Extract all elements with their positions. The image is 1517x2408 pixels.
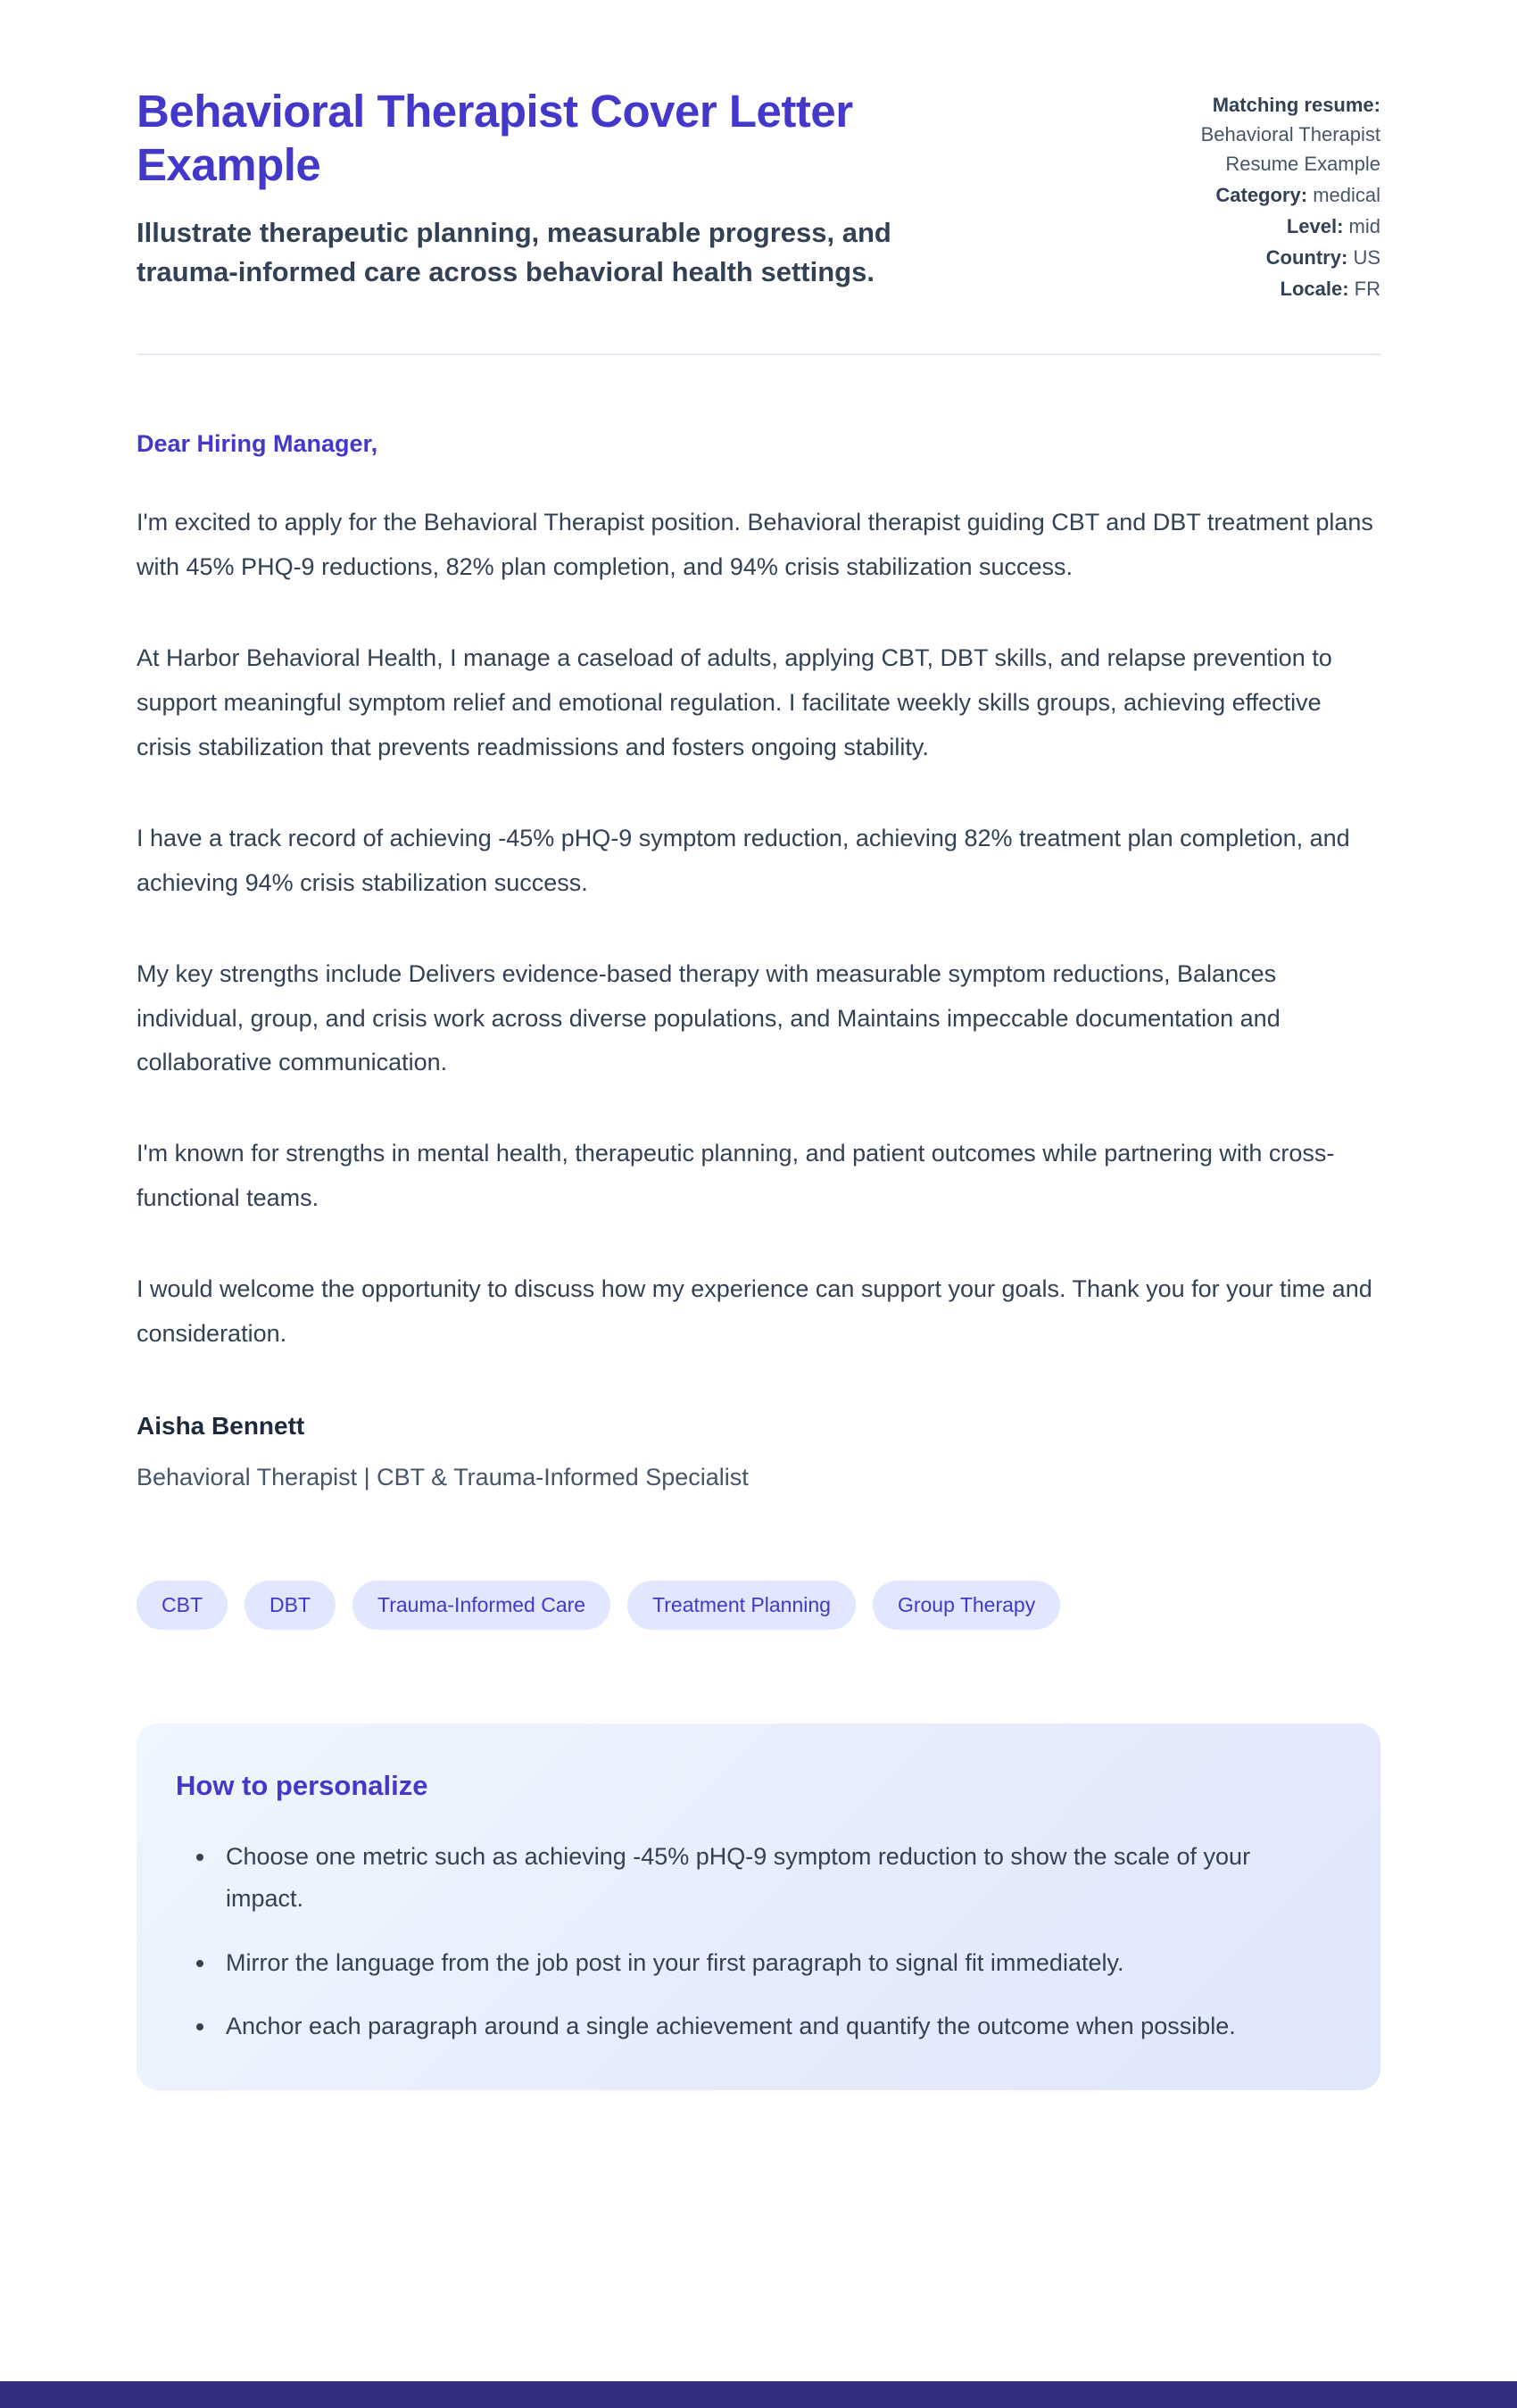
letter-paragraph: I have a track record of achieving -45% pHQ-9 symptom reduction, achieving 82% treatment plan completion, and achieving 94% crisis stabilization success. (137, 824, 1350, 896)
letter-paragraph: I'm known for strengths in mental health, therapeutic planning, and patient outcomes while partnering with cross-functional teams. (137, 1140, 1335, 1212)
page-title: Behavioral Therapist Cover Letter Example (137, 86, 853, 191)
header-meta (1147, 85, 1380, 303)
meta-level-row (1147, 212, 1380, 241)
personalize-tip: • Mirror the language from the job post in your first paragraph to signal fit immediately. (217, 1942, 1330, 1984)
level-label: Level: (1286, 215, 1344, 237)
signature-role: Behavioral Therapist | CBT & Trauma-Informed Specialist (137, 1464, 749, 1491)
tag-treatment-planning[interactable]: Treatment Planning (627, 1581, 856, 1630)
level-value: mid (1348, 215, 1380, 237)
tag-group-therapy[interactable]: Group Therapy (873, 1581, 1060, 1630)
content-container (137, 0, 1380, 2090)
personalize-list (176, 1836, 1330, 2047)
skill-tags (137, 1581, 1380, 1630)
personalize-tip: • Anchor each paragraph around a single achievement and quantify the outcome when possible. (217, 2005, 1330, 2047)
meta-country-row (1147, 243, 1380, 272)
signature-block (137, 1412, 1380, 1491)
letter-paragraph: I would welcome the opportunity to discuss how my experience can support your goals. Thank you for your time and consideration. (137, 1275, 1372, 1348)
tag-trauma-informed-care[interactable]: Trauma-Informed Care (352, 1581, 610, 1630)
signature-name: Aisha Bennett (137, 1412, 305, 1441)
letter-greeting: Dear Hiring Manager, (137, 430, 378, 457)
country-label: Country: (1265, 246, 1348, 269)
personalize-heading: How to personalize (176, 1770, 428, 1802)
letter-paragraph: At Harbor Behavioral Health, I manage a caseload of adults, applying CBT, DBT skills, and relapse prevention to support meaningful symptom relief and emotional regulation. I facilitate weekly skills groups, achieving effective crisis stabilization that prevents readmissions and fosters ongoing stability. (137, 644, 1332, 760)
locale-value: FR (1354, 278, 1380, 300)
tag-cbt[interactable]: CBT (137, 1581, 228, 1630)
matching-resume-link[interactable]: Behavioral Therapist Resume Example (1200, 123, 1380, 175)
category-value: medical (1313, 184, 1380, 206)
locale-label: Locale: (1280, 278, 1349, 300)
cover-letter-body (137, 430, 1380, 1491)
footer-bar (0, 2381, 1517, 2408)
meta-locale-row (1147, 274, 1380, 303)
meta-category-row (1147, 180, 1380, 210)
header (137, 0, 1380, 303)
tag-dbt[interactable]: DBT (245, 1581, 336, 1630)
header-text-block (137, 85, 957, 291)
letter-paragraph: I'm excited to apply for the Behavioral Therapist position. Behavioral therapist guiding CBT and DBT treatment plans with 45% PHQ-9 reductions, 82% plan completion, and 94% crisis stabilization success. (137, 509, 1373, 580)
country-value: US (1353, 246, 1380, 269)
category-label: Category: (1215, 184, 1308, 206)
matching-resume-block (1147, 90, 1380, 179)
page-subtitle: Illustrate therapeutic planning, measurable progress, and trauma-informed care across behavioral health settings. (137, 217, 891, 287)
matching-resume-label: Matching resume: (1212, 94, 1380, 116)
letter-paragraph: My key strengths include Delivers evidence-based therapy with measurable symptom reductions, Balances individual, group, and crisis work across diverse populations, and Maintains impeccable documentation and collaborative communication. (137, 959, 1281, 1076)
personalize-tip: • Choose one metric such as achieving -45% pHQ-9 symptom reduction to show the scale of your impact. (217, 1836, 1330, 1921)
personalize-box (137, 1723, 1380, 2090)
header-divider (137, 353, 1380, 355)
